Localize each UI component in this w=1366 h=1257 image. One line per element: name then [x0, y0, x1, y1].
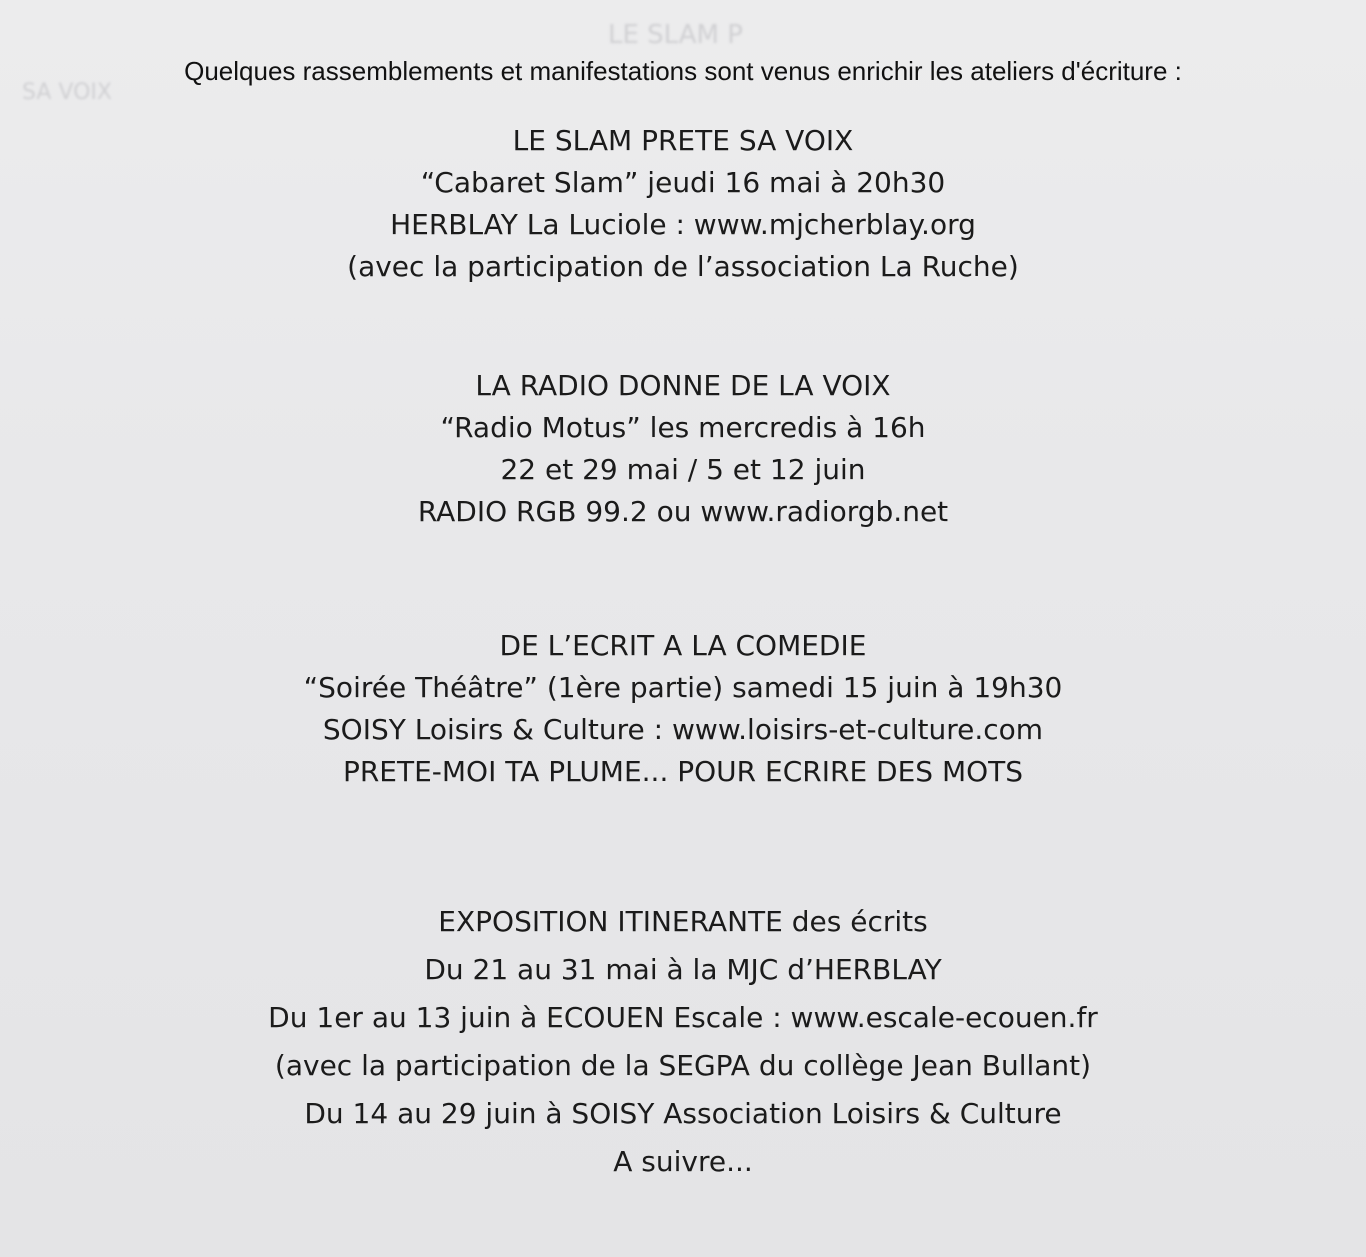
- event-line: 22 et 29 mai / 5 et 12 juin: [500, 453, 866, 486]
- event-line: HERBLAY La Luciole : www.mjcherblay.org: [390, 208, 976, 241]
- bleed-through-text: SA VOIX: [22, 80, 112, 105]
- event-line: SOISY Loisirs & Culture : www.loisirs-et-culture.com: [322, 713, 1044, 746]
- event-title: LA RADIO DONNE DE LA VOIX: [475, 369, 891, 402]
- event-comedie: [0, 625, 1366, 793]
- event-slam: [0, 120, 1366, 288]
- bleed-through-text: LE SLAM P: [608, 20, 743, 50]
- event-title: DE L’ECRIT A LA COMEDIE: [499, 629, 867, 662]
- event-title: EXPOSITION ITINERANTE des écrits: [438, 905, 928, 938]
- event-line: A suivre...: [613, 1145, 753, 1178]
- event-line: Du 21 au 31 mai à la MJC d’HERBLAY: [424, 953, 942, 986]
- event-line: “Cabaret Slam” jeudi 16 mai à 20h30: [420, 166, 946, 199]
- event-line: (avec la participation de la SEGPA du collège Jean Bullant): [274, 1049, 1092, 1082]
- event-exposition: [0, 898, 1366, 1186]
- event-line: Du 1er au 13 juin à ECOUEN Escale : www.escale-ecouen.fr: [268, 1001, 1098, 1034]
- event-line: Du 14 au 29 juin à SOISY Association Loisirs & Culture: [304, 1097, 1062, 1130]
- event-line: (avec la participation de l’association La Ruche): [347, 250, 1019, 283]
- event-line: PRETE-MOI TA PLUME... POUR ECRIRE DES MOTS: [342, 755, 1024, 788]
- event-line: “Soirée Théâtre” (1ère partie) samedi 15 juin à 19h30: [303, 671, 1063, 704]
- intro-caption: Quelques rassemblements et manifestations sont venus enrichir les ateliers d'écriture :: [184, 56, 1182, 86]
- event-line: RADIO RGB 99.2 ou www.radiorgb.net: [417, 495, 949, 528]
- event-line: “Radio Motus” les mercredis à 16h: [440, 411, 926, 444]
- event-radio: [0, 365, 1366, 533]
- event-title: LE SLAM PRETE SA VOIX: [512, 124, 854, 157]
